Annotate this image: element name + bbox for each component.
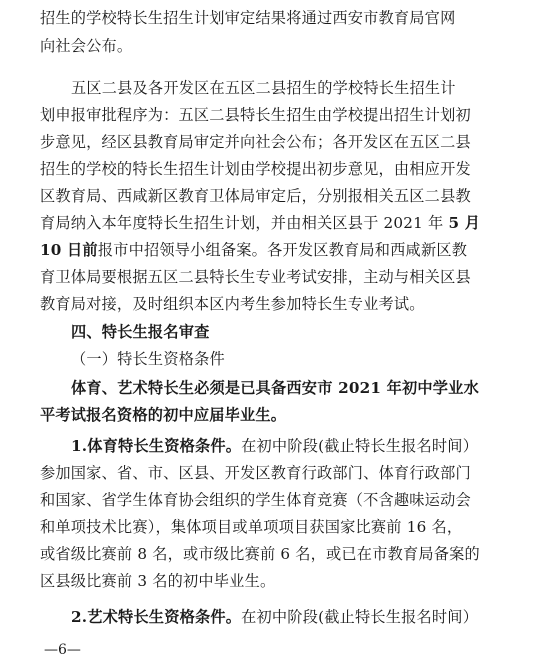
item-1-label: 1.体育特长生资格条件。: [71, 437, 242, 455]
section-4-heading: 四、特长生报名审查: [71, 323, 210, 341]
item-2-line-1: [71, 607, 501, 627]
paragraph-1-line-2: 向社会公布。: [40, 37, 133, 55]
deadline-month: 5 月: [448, 214, 481, 232]
section-4-subheading: （一）特长生资格条件: [71, 350, 225, 368]
item-1-line-2: 参加国家、省、市、区县、开发区教育行政部门、体育行政部门: [40, 464, 471, 482]
item-1-line-1: [71, 436, 501, 456]
paragraph-2-line-6-text: 育局纳入本年度特长生招生计划，并由相关区县于 2021 年: [40, 214, 444, 232]
page-number: —6—: [44, 642, 81, 658]
item-1-line-1-text: 在初中阶段(截止特长生报名时间）: [241, 437, 479, 455]
item-1-line-5: 或省级比赛前 8 名，或市级比赛前 6 名，或已在市教育局备案的: [40, 545, 480, 563]
item-2-label: 2.艺术特长生资格条件。: [71, 608, 242, 626]
item-2-line-1-text: 在初中阶段(截止特长生报名时间）: [241, 608, 479, 626]
paragraph-2-line-6: [40, 213, 500, 233]
paragraph-2-line-3: 步意见，经区县教育局审定并向社会公布；各开发区在五区二县: [40, 133, 471, 151]
paragraph-2-line-8: 育卫体局要根据五区二县特长生专业考试安排，主动与相关区县: [40, 268, 471, 286]
paragraph-2-line-7-text: 报市中招领导小组备案。各开发区教育局和西咸新区教: [97, 241, 468, 259]
deadline-day: 10 日前: [40, 241, 98, 259]
item-1-line-6: 区县级比赛前 3 名的初中毕业生。: [40, 572, 276, 590]
requirement-line-2: 平考试报名资格的初中应届毕业生。: [40, 406, 287, 424]
paragraph-1-line-1: 招生的学校特长生招生计划审定结果将通过西安市教育局官网: [40, 9, 456, 27]
paragraph-2-line-5: 区教育局、西咸新区教育卫体局审定后，分别报相关五区二县教: [40, 187, 471, 205]
paragraph-2-line-4: 招生的学校的特长生招生计划由学校提出初步意见，由相应开发: [40, 160, 471, 178]
requirement-line-1: 体育、艺术特长生必须是已具备西安市 2021 年初中学业水: [71, 379, 479, 397]
item-1-line-3: 和国家、省学生体育协会组织的学生体育竞赛（不含趣味运动会: [40, 491, 471, 509]
paragraph-2-line-9: 教育局对接，及时组织本区内考生参加特长生专业考试。: [40, 295, 425, 313]
item-1-line-4: 和单项技术比赛），集体项目或单项项目获国家比赛前 16 名，: [40, 518, 463, 536]
paragraph-2-line-1: 五区二县及各开发区在五区二县招生的学校特长生招生计: [71, 79, 456, 97]
paragraph-2-line-2: 划申报审批程序为：五区二县特长生招生由学校提出招生计划初: [40, 106, 471, 124]
paragraph-2-line-7: [40, 240, 500, 260]
